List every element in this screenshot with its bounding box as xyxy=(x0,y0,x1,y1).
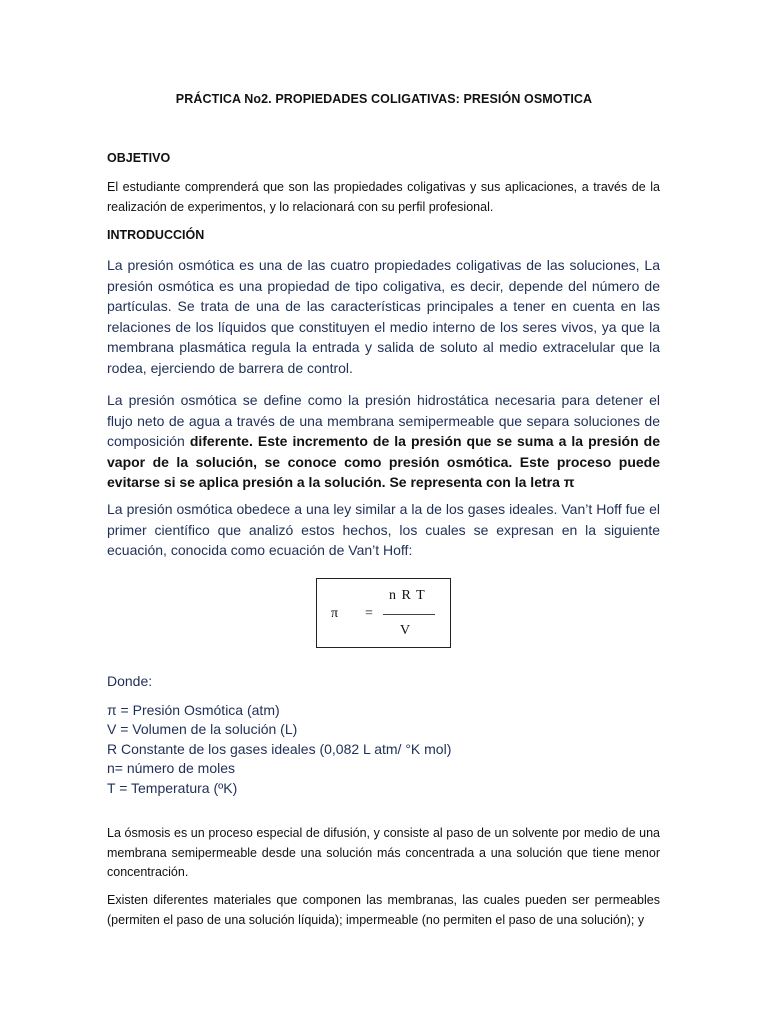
osmosis-paragraph-2: Existen diferentes materiales que componen las membranas, las cuales pueden ser permeables (permiten el paso de una solución líquida); impermeable (no permiten el paso de una solución); y xyxy=(107,893,660,927)
variables-list xyxy=(107,701,667,798)
list-item: R Constante de los gases ideales (0,082 L atm/ °K mol) xyxy=(107,740,452,757)
intro-paragraph-1: La presión osmótica es una de las cuatro propiedades coligativas de las soluciones, La presión osmótica es una propiedad de tipo coligativa, es decir, depende del número de partículas. Se trata de una de las características principales a tener en cuenta en las relaciones de los líquidos que constituyen el medio interno de los seres vivos, ya que la membrana plasmática regula la entrada y salida de soluto al medio extracelular que la rodea, ejerciendo de barrera de control. xyxy=(107,257,660,376)
list-item: n= número de moles xyxy=(107,760,236,777)
formula-fraction-line xyxy=(383,614,435,615)
formula-numerator: n R T xyxy=(389,588,426,603)
document-title: PRÁCTICA No2. PROPIEDADES COLIGATIVAS: PRESIÓN OSMOTICA xyxy=(175,92,593,106)
intro-paragraph-2-normal: La presión osmótica se define como la presión hidrostática necesaria para detener el flujo neto de agua a través de una membrana semipermeable que separa soluciones de composición xyxy=(107,392,660,449)
formula-pi: π xyxy=(331,606,339,621)
list-item: π = Presión Osmótica (atm) xyxy=(107,702,280,718)
intro-paragraph-2-bold: diferente. Este incremento de la presión que se suma a la presión de vapor de la solución, se conoce como presión osmótica. Este proceso puede evitarse si se aplica presión a la solución. Se representa con la letra π xyxy=(107,433,661,490)
intro-paragraph-2 xyxy=(107,390,660,493)
donde-label: Donde: xyxy=(107,673,153,689)
list-item: T = Temperatura (ºK) xyxy=(107,779,238,796)
list-item: V = Volumen de la solución (L) xyxy=(107,721,298,738)
objetivo-text: El estudiante comprenderá que son las propiedades coligativas y sus aplicaciones, a través de la realización de experimentos, y lo relacionará con su perfil profesional. xyxy=(107,180,660,214)
formula-denominator: V xyxy=(400,623,411,638)
introduccion-heading: INTRODUCCIÓN xyxy=(107,228,205,242)
intro-paragraph-3: La presión osmótica obedece a una ley similar a la de los gases ideales. Van’t Hoff fue el primer científico que analizó estos hechos, los cuales se expresan en la siguiente ecuación, conocida como ecuación de Van’t Hoff: xyxy=(107,501,660,558)
vant-hoff-formula-box xyxy=(316,578,451,648)
osmosis-paragraph-1: La ósmosis es un proceso especial de difusión, y consiste al paso de un solvente por medio de una membrana semipermeable desde una solución más concentrada a una solución que tiene menor concentración. xyxy=(107,826,660,879)
objetivo-heading: OBJETIVO xyxy=(107,151,171,165)
formula-equals: = xyxy=(365,606,373,621)
